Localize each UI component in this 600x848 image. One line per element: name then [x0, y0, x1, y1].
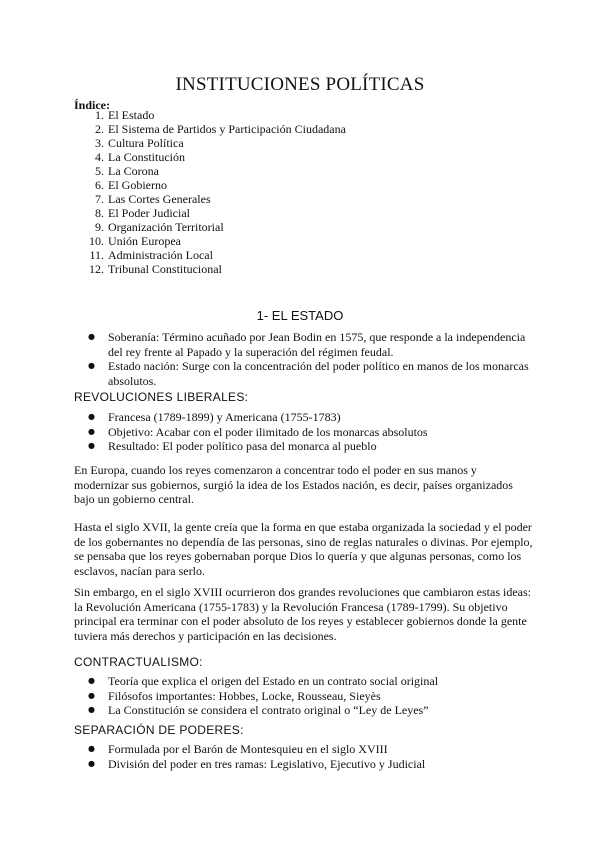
index-item: 8. El Poder Judicial [95, 206, 190, 220]
contractualismo-bullet-list [74, 674, 534, 718]
paragraph: Hasta el siglo XVII, la gente creía que la forma en que estaba organizada la sociedad y el poder de los gobernantes no dependía de las personas, sino de reglas naturales o divinas. Por ejemplo, se pensaba que los reyes gobernaban porque Dios lo quería y que algunas personas, como los esclavos, nacían para serlo. [74, 520, 533, 578]
index-item: 9. Organización Territorial [95, 220, 224, 234]
index-item: 3. Cultura Política [95, 136, 184, 150]
index-item: 5. La Corona [95, 164, 159, 178]
index-list [74, 108, 346, 276]
revoluciones-bullet-list [74, 410, 534, 454]
index-item: 11. Administración Local [89, 248, 213, 262]
separacion-heading: SEPARACIÓN DE PODERES: [74, 723, 244, 737]
index-item: 10. Unión Europea [89, 234, 181, 248]
list-item: ● Objetivo: Acabar con el poder ilimitado de los monarcas absolutos [74, 425, 534, 440]
contractualismo-block [74, 674, 534, 718]
list-item: ● Teoría que explica el origen del Estado en un contrato social original [74, 674, 534, 689]
index-item: 6. El Gobierno [95, 178, 167, 192]
paragraph: Sin embargo, en el siglo XVIII ocurrieron dos grandes revoluciones que cambiaron estas ideas: la Revolución Americana (1755-1783) y la Revolución Francesa (1789-1799). Su objetivo principal era terminar con el poder absoluto de los reyes y establecer gobiernos donde la gente tuviera más derechos y participación en las decisiones. [74, 585, 531, 643]
index-item: 7. Las Cortes Generales [95, 192, 211, 206]
revoluciones-heading: REVOLUCIONES LIBERALES: [74, 390, 249, 404]
index-label: Índice: [74, 98, 110, 112]
document-title: INSTITUCIONES POLÍTICAS [175, 74, 425, 95]
index-item: 2. El Sistema de Partidos y Participación Ciudadana [95, 122, 346, 136]
index-item: 1. El Estado [95, 108, 155, 122]
section-title: 1- EL ESTADO [256, 308, 344, 323]
intro-bullet-list [74, 330, 534, 388]
index-item: 4. La Constitución [95, 150, 185, 164]
list-item: ● Resultado: El poder político pasa del monarca al pueblo [74, 439, 534, 454]
contractualismo-heading: CONTRACTUALISMO: [74, 655, 203, 669]
intro-bullets-block [74, 330, 534, 388]
separacion-bullet-list [74, 742, 534, 771]
index-item: 12. Tribunal Constitucional [89, 262, 222, 276]
list-item: ● Francesa (1789-1899) y Americana (1755-1783) [74, 410, 534, 425]
list-item: ● Formulada por el Barón de Montesquieu en el siglo XVIII [74, 742, 534, 757]
revoluciones-block [74, 410, 534, 454]
list-item: ● División del poder en tres ramas: Legislativo, Ejecutivo y Judicial [74, 757, 534, 772]
separacion-block [74, 742, 534, 771]
list-item: ● Filósofos importantes: Hobbes, Locke, Rousseau, Sieyès [74, 689, 534, 704]
list-item: ● La Constitución se considera el contrato original o “Ley de Leyes” [74, 703, 534, 718]
list-item: ● Estado nación: Surge con la concentración del poder político en manos de los monarcas absolutos. [74, 359, 534, 388]
paragraph: En Europa, cuando los reyes comenzaron a concentrar todo el poder en sus manos y modernizar sus gobiernos, surgió la idea de los Estados nación, es decir, países organizados bajo un gobierno central. [74, 463, 513, 506]
list-item: ● Soberanía: Término acuñado por Jean Bodin en 1575, que responde a la independencia del rey frente al Papado y la superación del régimen feudal. [74, 330, 534, 359]
